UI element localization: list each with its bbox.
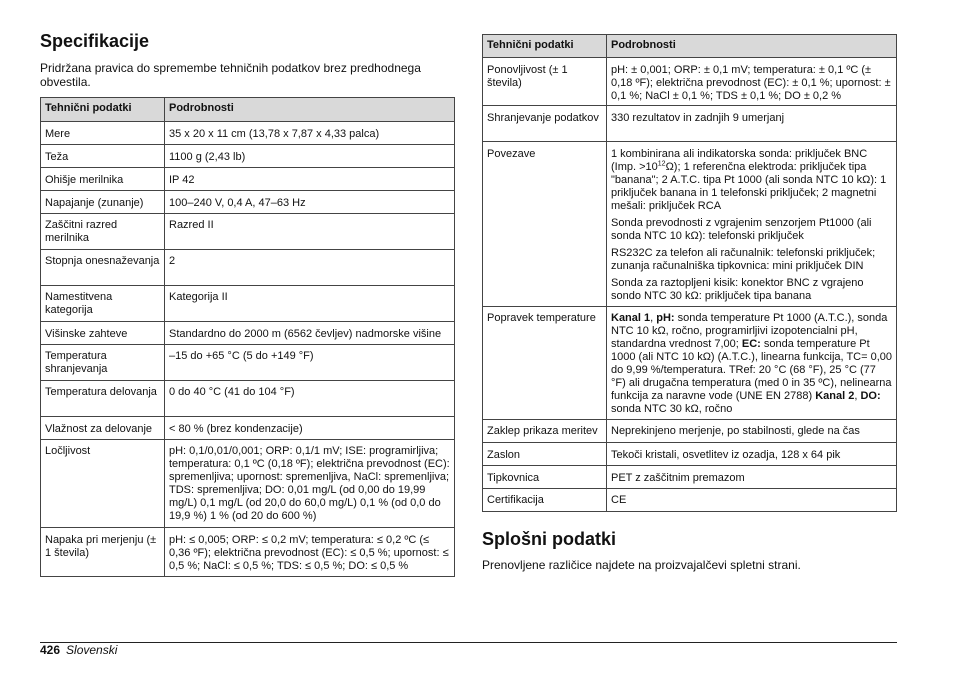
- right-column: [482, 34, 897, 572]
- header-technical-data: Tehnični podatki: [483, 35, 607, 58]
- table-row: [483, 106, 897, 142]
- table-row: [483, 489, 897, 512]
- temp-correction-text: sonda NTC 30 kΩ, ročno: [611, 403, 733, 415]
- row-label: Shranjevanje podatkov: [483, 106, 607, 142]
- table-header-row: [41, 98, 455, 122]
- row-value: pH: 0,1/0,01/0,001; ORP: 0,1/1 mV; ISE: programirljiva; temperatura: 0,1 ºC (0,18 ºF); električna prevodnost (EC): spremenljiva; upornost: spremenljiva, NaCl: spremenljiva; TDS: spremenljiva; DO: 0,01 mg/L (od 0,00 do 19,99 mg/L) 0,1 mg/L (od 20,0 do 60,0 mg/L) 0,1 % (od 0,0 do 19,9 %) 1 % (od 20 do 600 %): [165, 440, 455, 528]
- connections-paragraph: Sonda za raztopljeni kisik: konektor BNC z vgrajeno sondo NTC 30 kΩ: priključek tipa banana: [611, 277, 864, 302]
- general-text: Prenovljene različice najdete na proizvajalčevi spletni strani.: [482, 558, 801, 572]
- table-row: [483, 466, 897, 489]
- row-value: Kategorija II: [165, 286, 455, 322]
- table-row: [41, 214, 455, 250]
- section-title-general: Splošni podatki: [482, 529, 617, 549]
- table-row: [41, 528, 455, 577]
- connections-text: Ω); 1 referenčna elektroda: priključek tipa "banana"; 2 A.T.C. tipa Pt 1000 (ali sonda NTC 10 kΩ): 1 priključek banana in 1 telefonski priključek; 2 magnetni mešali: priključek RCA: [611, 161, 887, 212]
- table-row: [41, 122, 455, 145]
- separator: ,: [854, 390, 861, 402]
- page-number: 426: [40, 643, 61, 657]
- ec-label: EC:: [741, 338, 761, 350]
- row-label: Temperatura delovanja: [41, 381, 165, 417]
- row-value: pH: ± 0,001; ORP: ± 0,1 mV; temperatura: ± 0,1 ºC (± 0,18 ºF); električna prevodnost (EC): ± 0,1 %; upornost: ± 0,1 %; NaCl ± 0,1 %; TDS ± 0,1 %; DO ± 0,2 %: [607, 58, 897, 106]
- row-value: pH: ≤ 0,005; ORP: ≤ 0,2 mV; temperatura: ≤ 0,2 ºC (≤ 0,36 ºF); električna prevodnost (EC): ≤ 0,5 %; upornost: ≤ 0,5 %; NaCl: ≤ 0,5 %; TDS: ≤ 0,5 %; DO: ≤ 0,5 %: [165, 528, 455, 577]
- row-label: Tipkovnica: [483, 466, 607, 489]
- table-row: [41, 381, 455, 417]
- footer-divider: [40, 642, 897, 643]
- table-row: [41, 168, 455, 191]
- table-row: [483, 307, 897, 420]
- connections-paragraph: RS232C za telefon ali računalnik: telefonski priključek; zunanja računalniška tipkovnica: mini priključek DIN: [611, 247, 876, 272]
- row-value: CE: [607, 489, 897, 512]
- table-row: [41, 440, 455, 528]
- row-value: [607, 307, 897, 420]
- row-label: Stopnja onesnaževanja: [41, 250, 165, 286]
- row-value: 1100 g (2,43 lb): [165, 145, 455, 168]
- connections-text: 1 kombinirana ali indikatorska sonda: priključek BNC (Imp. >10: [611, 148, 868, 173]
- connections-paragraph: [611, 148, 892, 213]
- row-label: Ponovljivost (± 1 števila): [483, 58, 607, 106]
- table-row: [41, 322, 455, 345]
- table-row: [41, 250, 455, 286]
- left-column: [40, 28, 455, 577]
- row-label: Ohišje merilnika: [41, 168, 165, 191]
- header-technical-data: Tehnični podatki: [41, 98, 165, 122]
- row-label: Višinske zahteve: [41, 322, 165, 345]
- table-header-row: [483, 35, 897, 58]
- row-value: 2: [165, 250, 455, 286]
- row-label: Temperatura shranjevanja: [41, 345, 165, 381]
- row-label: Povezave: [483, 142, 607, 307]
- header-details: Podrobnosti: [607, 35, 897, 58]
- intro-text: Pridržana pravica do spremembe tehničnih podatkov brez predhodnega obvestila.: [40, 61, 421, 89]
- row-value: IP 42: [165, 168, 455, 191]
- spec-table-left: [40, 97, 455, 577]
- row-label: Certifikacija: [483, 489, 607, 512]
- table-row: [41, 286, 455, 322]
- row-value: PET z zaščitnim premazom: [607, 466, 897, 489]
- table-row: [483, 420, 897, 443]
- row-label: Vlažnost za delovanje: [41, 417, 165, 440]
- do-label: DO:: [860, 390, 881, 402]
- table-row: [41, 145, 455, 168]
- connections-paragraph: Sonda prevodnosti z vgrajenim senzorjem Pt1000 (ali sonda NTC 10 kΩ): telefonski priključek: [611, 217, 872, 242]
- separator: ,: [650, 312, 657, 324]
- row-label: Namestitvena kategorija: [41, 286, 165, 322]
- footer-language: Slovenski: [66, 643, 118, 657]
- table-row: [483, 142, 897, 307]
- row-value: 35 x 20 x 11 cm (13,78 x 7,87 x 4,33 palca): [165, 122, 455, 145]
- ph-label: pH:: [656, 312, 675, 324]
- header-details: Podrobnosti: [165, 98, 455, 122]
- row-value: 100–240 V, 0,4 A, 47–63 Hz: [165, 191, 455, 214]
- table-row: [41, 345, 455, 381]
- row-value: Neprekinjeno merjenje, po stabilnosti, glede na čas: [607, 420, 897, 443]
- row-label: Ločljivost: [41, 440, 165, 528]
- row-value: < 80 % (brez kondenzacije): [165, 417, 455, 440]
- table-row: [483, 58, 897, 106]
- row-label: Mere: [41, 122, 165, 145]
- section-title-specifications: Specifikacije: [40, 31, 150, 51]
- spec-table-right: [482, 34, 897, 512]
- row-label: Zaslon: [483, 443, 607, 466]
- row-value: Razred II: [165, 214, 455, 250]
- table-row: [41, 417, 455, 440]
- row-value: Tekoči kristali, osvetlitev iz ozadja, 128 x 64 pik: [607, 443, 897, 466]
- table-row: [483, 443, 897, 466]
- row-label: Napaka pri merjenju (± 1 števila): [41, 528, 165, 577]
- table-row: [41, 191, 455, 214]
- temp-correction-text: sonda temperature Pt 1000 (ali NTC 10 kΩ) (A.T.C.), linearna funkcija, TC= 0,00 do 9,99 %/temperatura. TRef: 20 °C (68 °F), 25 °C (77 °F) ali drugačna temperatura (med 0 in 35 ºC), nelinearna funkcija za naravne vode (UNE EN 2788): [611, 338, 892, 402]
- row-label: Popravek temperature: [483, 307, 607, 420]
- row-label: Teža: [41, 145, 165, 168]
- row-value: Standardno do 2000 m (6562 čevljev) nadmorske višine: [165, 322, 455, 345]
- page-footer: [40, 643, 117, 657]
- row-value: –15 do +65 °C (5 do +149 °F): [165, 345, 455, 381]
- channel-2-label: Kanal 2: [815, 390, 855, 402]
- row-value: 330 rezultatov in zadnjih 9 umerjanj: [607, 106, 897, 142]
- temp-correction-text: sonda temperature Pt 1000 (A.T.C.), sonda NTC 10 kΩ, ročno, programirljivi izopotencialni pH, standardna vrednost 7,00;: [611, 312, 888, 350]
- row-label: Zaščitni razred merilnika: [41, 214, 165, 250]
- impedance-exponent: 12: [657, 160, 666, 168]
- row-value: [607, 142, 897, 307]
- row-value: 0 do 40 °C (41 do 104 °F): [165, 381, 455, 417]
- row-label: Napajanje (zunanje): [41, 191, 165, 214]
- channel-1-label: Kanal 1: [611, 312, 651, 324]
- row-label: Zaklep prikaza meritev: [483, 420, 607, 443]
